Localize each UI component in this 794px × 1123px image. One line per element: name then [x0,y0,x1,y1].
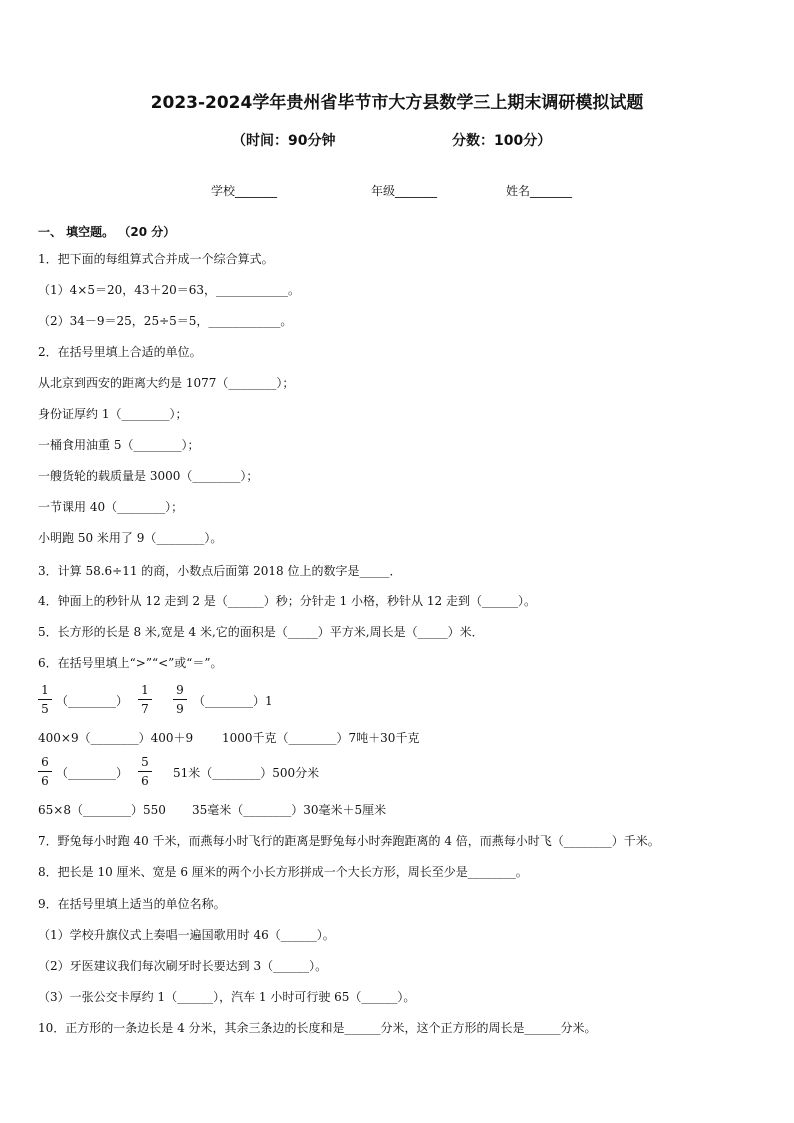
question-10: 10．正方形的一条边长是 4 分米，其余三条边的长度和是______分米，这个正方形的周长是______分米。 [38,1021,597,1035]
question-2-item-5: 一节课用 40（________）； [38,500,184,514]
question-2-item-3: 一桶食用油重 5（________）； [38,438,200,452]
page-title: 2023-2024学年贵州省毕节市大方县数学三上期末调研模拟试题 [150,93,644,113]
section-heading: 一、 填空题。 （20 分） [38,225,176,239]
fraction-5-6: 5 6 [138,754,152,789]
question-1-part-1: （1）4×5＝20，43＋20＝63，____________。 [38,283,301,297]
school-field: 学校_______ [211,184,278,198]
question-2-item-1: 从北京到西安的距离大约是 1077（________）； [38,376,295,390]
fraction-1-7: 1 7 [138,682,152,717]
exam-score: 分数：100分） [452,133,552,149]
question-9-part-3: （3）一张公交卡厚约 1（______），汽车 1 小时可行驶 65（______）。 [38,990,416,1004]
question-1: 1．把下面的每组算式合并成一个综合算式。 [38,252,274,266]
fraction-9-9: 9 9 [173,682,187,717]
question-2: 2．在括号里填上合适的单位。 [38,345,202,359]
question-8: 8．把长是 10 厘米、宽是 6 厘米的两个小长方形拼成一个大长方形，周长至少是________。 [38,865,528,879]
question-4: 4．钟面上的秒针从 12 走到 2 是（______）秒；分针走 1 小格，秒针从 12 走到（______）。 [38,594,536,608]
comparison-item: 65×8（________）550 [38,803,166,817]
comparison-item: 400×9（________）400＋9 [38,731,194,745]
comparison-blank: （________） [56,694,129,708]
question-9-part-1: （1）学校升旗仪式上奏唱一遍国歌用时 46（______）。 [38,928,335,942]
comparison-blank: （________）1 [193,694,273,708]
question-1-part-2: （2）34－9＝25，25÷5＝5，____________。 [38,314,293,328]
exam-time: （时间：90分钟 [232,133,336,149]
question-7: 7．野兔每小时跑 40 千米，而燕每小时飞行的距离是野兔每小时奔跑距离的 4 倍，而燕每小时飞（________）千米。 [38,834,660,848]
question-3: 3．计算 58.6÷11 的商，小数点后面第 2018 位上的数字是_____． [38,564,402,578]
question-9-part-2: （2）牙医建议我们每次刷牙时长要达到 3（______）。 [38,959,328,973]
question-2-item-2: 身份证厚约 1（________）； [38,407,188,421]
question-5: 5．长方形的长是 8 米,宽是 4 米,它的面积是（_____）平方米,周长是（_____）米． [38,625,484,639]
question-2-item-4: 一艘货轮的载质量是 3000（________）； [38,469,259,483]
question-6: 6．在括号里填上“>”“<”或“＝”。 [38,656,223,670]
question-9: 9．在括号里填上适当的单位名称。 [38,897,226,911]
fraction-1-5: 1 5 [38,682,52,717]
comparison-item: 1000千克（________）7吨＋30千克 [222,731,420,745]
fraction-6-6: 6 6 [38,754,52,789]
comparison-item: 35毫米（________）30毫米＋5厘米 [192,803,387,817]
comparison-item: 51米（________）500分米 [173,766,320,780]
name-field: 姓名_______ [506,184,573,198]
grade-field: 年级_______ [371,184,438,198]
comparison-blank: （________） [56,766,129,780]
question-2-item-6: 小明跑 50 米用了 9（________）。 [38,531,223,545]
